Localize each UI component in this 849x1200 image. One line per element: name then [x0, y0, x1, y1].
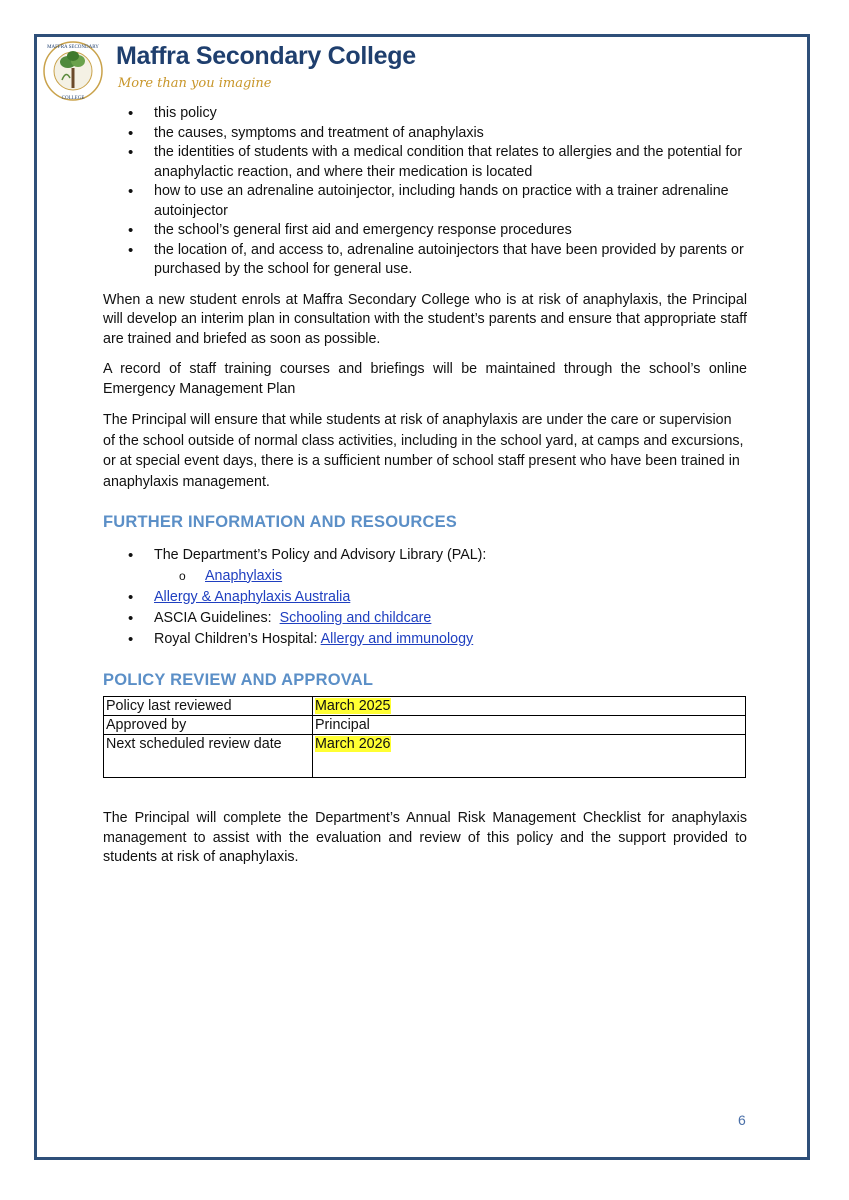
svg-text:COLLEGE: COLLEGE — [61, 96, 85, 101]
review-value: Principal — [315, 717, 370, 733]
review-value: March 2025 — [315, 698, 391, 714]
allergy-anaphylaxis-australia-link[interactable]: Allergy & Anaphylaxis Australia — [154, 588, 351, 605]
list-item: • the identities of students with a medical condition that relates to allergies and the potential for anaphylactic reaction, and where their medication is located — [103, 143, 747, 182]
college-header — [42, 40, 442, 102]
ascia-label: ASCIA Guidelines: — [154, 609, 272, 626]
list-item — [103, 608, 747, 629]
review-value: March 2026 — [315, 736, 391, 752]
closing-paragraph: The Principal will complete the Department’s Annual Risk Management Checklist for anaphylaxis management to assist with the evaluation and review of this policy and the support provided to students at risk of anaphylaxis. — [103, 810, 747, 865]
anaphylaxis-link[interactable]: Anaphylaxis — [205, 567, 283, 584]
record-paragraph: A record of staff training courses and briefings will be maintained through the school’s online Emergency Management Plan — [103, 361, 747, 397]
review-label: Next scheduled review date — [104, 735, 313, 778]
table-row — [104, 697, 746, 716]
list-item: • the causes, symptoms and treatment of anaphylaxis — [103, 124, 747, 144]
rch-label: Royal Children’s Hospital: — [154, 630, 318, 647]
list-item — [103, 545, 747, 587]
review-value-cell — [313, 697, 746, 716]
college-tagline: More than you imagine — [118, 76, 272, 91]
list-item: • the location of, and access to, adrenaline autoinjectors that have been provided by parents or purchased by the school for general use. — [103, 241, 747, 280]
schooling-childcare-link[interactable]: Schooling and childcare — [279, 609, 432, 626]
table-row — [104, 735, 746, 778]
review-value-cell — [313, 716, 746, 735]
review-heading: POLICY REVIEW AND APPROVAL — [103, 670, 374, 689]
review-label: Policy last reviewed — [104, 697, 313, 716]
review-value-cell — [313, 735, 746, 778]
college-name: Maffra Secondary College — [116, 42, 416, 70]
pal-label: The Department’s Policy and Advisory Library (PAL): — [154, 546, 487, 563]
list-item — [103, 629, 747, 650]
list-item: • how to use an adrenaline autoinjector, including hands on practice with a trainer adrenaline autoinjector — [103, 182, 747, 221]
page-number: 6 — [738, 1112, 746, 1128]
resources-list — [103, 545, 747, 650]
list-item: • this policy — [103, 104, 747, 124]
list-item — [103, 587, 747, 608]
review-label: Approved by — [104, 716, 313, 735]
college-seal-icon — [42, 40, 104, 102]
supervision-paragraph: The Principal will ensure that while students at risk of anaphylaxis are under the care or supervision of the school outside of normal class activities, including in the school yard, at camps and excursions, or at special event days, there is a sufficient number of school staff present who have been trained in anaphylaxis management. — [103, 412, 744, 490]
review-table — [103, 696, 746, 778]
list-item: • the school’s general first aid and emergency response procedures — [103, 221, 747, 241]
svg-text:MAFFRA SECONDARY: MAFFRA SECONDARY — [47, 45, 99, 50]
table-row — [104, 716, 746, 735]
pal-sublist — [103, 566, 747, 587]
page-content — [103, 104, 747, 868]
new-student-paragraph: When a new student enrols at Maffra Secondary College who is at risk of anaphylaxis, the Principal will develop an interim plan in consultation with the student’s parents and ensure that appropriate staff are trained and briefed as soon as possible. — [103, 291, 747, 347]
resources-heading: FURTHER INFORMATION AND RESOURCES — [103, 513, 458, 531]
allergy-immunology-link[interactable]: Allergy and immunology — [320, 630, 474, 647]
list-item — [103, 566, 747, 587]
training-list — [103, 104, 747, 280]
